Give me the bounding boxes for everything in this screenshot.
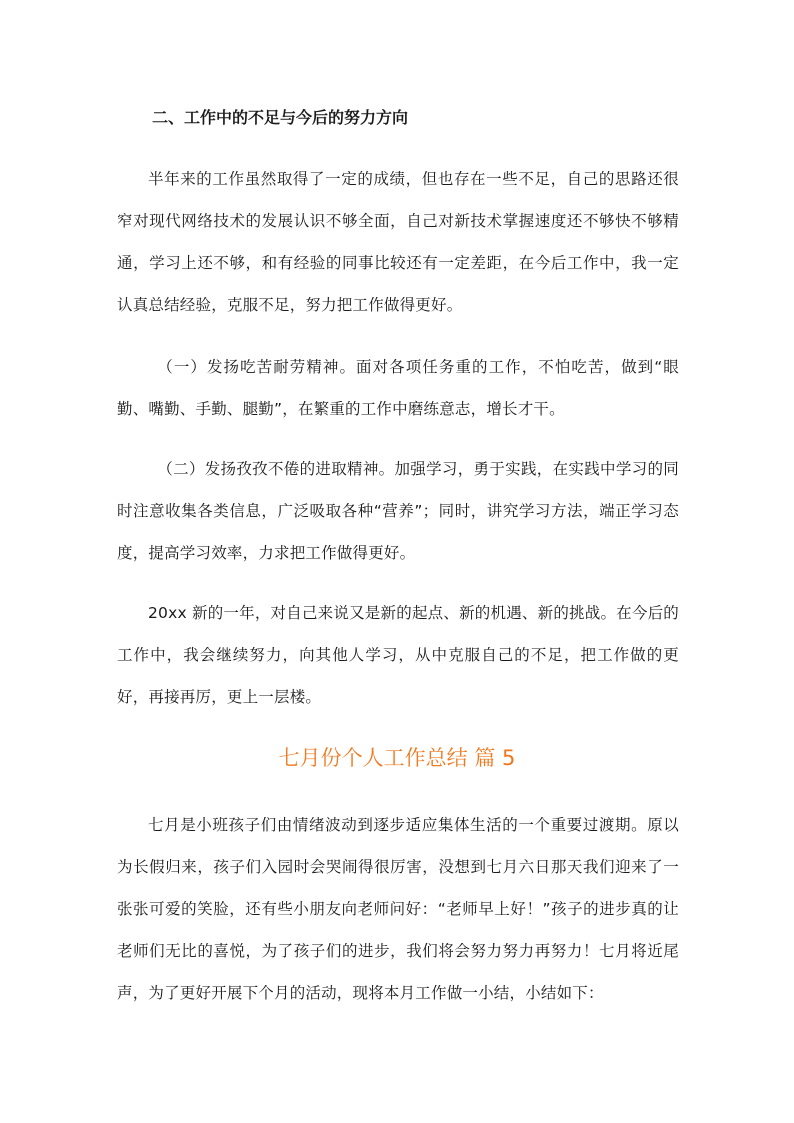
paragraph-point-two: （二）发扬孜孜不倦的进取精神。加强学习，勇于实践，在实践中学习的同时注意收集各类信息，广泛吸取各种“营养”；同时，讲究学习方法，端正学习态度，提高学习效率，力求把工作做得更好。: [117, 460, 679, 562]
paragraph-new-year: 20xx 新的一年，对自己来说又是新的起点、新的机遇、新的挑战。在今后的工作中，我会继续努力，向其他人学习，从中克服自己的不足，把工作做的更好，再接再厉，更上一层楼。: [117, 604, 679, 706]
paragraph-july-intro: 七月是小班孩子们由情绪波动到逐步适应集体生活的一个重要过渡期。原以为长假归来，孩子们入园时会哭闹得很厉害，没想到七月六日那天我们迎来了一张张可爱的笑脸，还有些小朋友向老师问好：“老师早上好！”孩子的进步真的让老师们无比的喜悦，为了孩子们的进步，我们将会努力努力再努力！七月将近尾声，为了更好开展下个月的活动，现将本月工作做一小结，小结如下：: [117, 816, 679, 1002]
section-heading: 二、工作中的不足与今后的努力方向: [152, 108, 409, 127]
paragraph-point-one: （一）发扬吃苦耐劳精神。面对各项任务重的工作，不怕吃苦，做到“眼勤、嘴勤、手勤、腿勤”，在繁重的工作中磨练意志，增长才干。: [117, 358, 679, 418]
paragraph-shortcomings: 半年来的工作虽然取得了一定的成绩，但也存在一些不足，自己的思路还很窄对现代网络技术的发展认识不够全面，自己对新技术掌握速度还不够快不够精通，学习上还不够，和有经验的同事比较还有一定差距，在今后工作中，我一定认真总结经验，克服不足，努力把工作做得更好。: [117, 170, 679, 314]
article-title: 七月份个人工作总结 篇 5: [278, 746, 516, 770]
